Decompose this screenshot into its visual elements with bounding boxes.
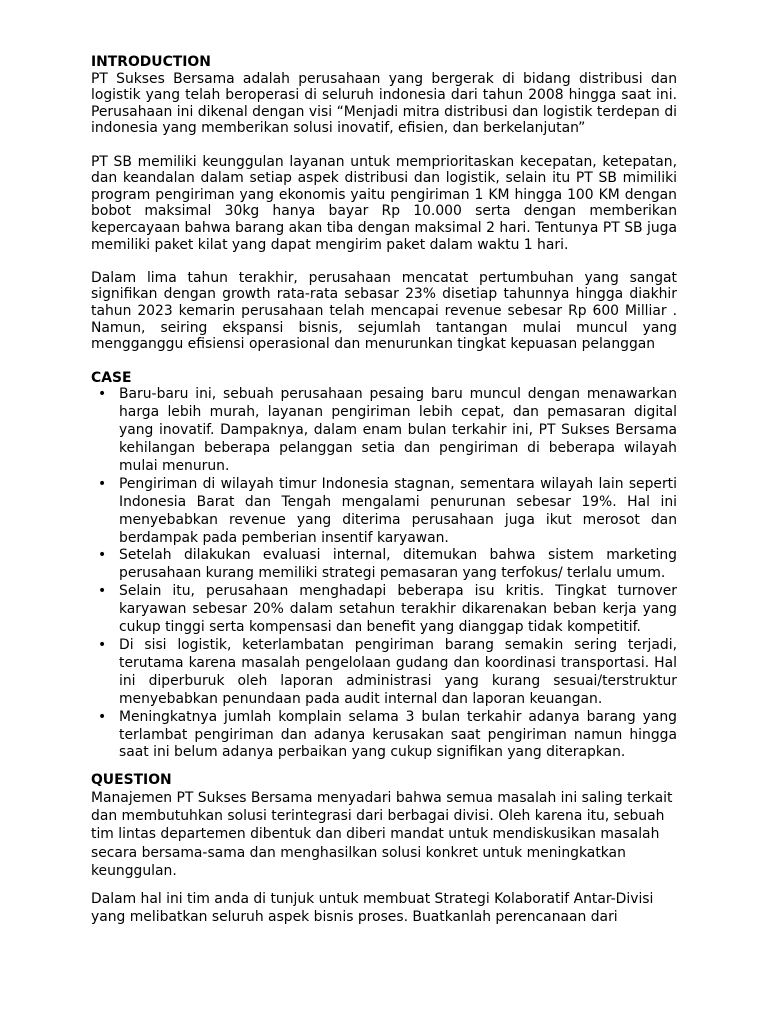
bullet-icon: • [98, 636, 107, 653]
case-item-text: Meningkatnya jumlah komplain selama 3 bulan terkahir adanya barang yang terlambat pengiriman dan adanya kerusakan saat pengiriman namun hingga saat ini belum adanya perbaikan yang cukup signifikan yang diterapkan. [119, 708, 677, 761]
introduction-paragraph-3: Dalam lima tahun terakhir, perusahaan mencatat pertumbuhan yang sangat signifikan dengan growth rata-rata sebasar 23% disetiap tahunnya hingga diakhir tahun 2023 kemarin perusahaan telah mencapai revenue sebesar Rp 600 Milliar . Namun, seiring ekspansi bisnis, sejumlah tantangan mulai muncul yang mengganggu efisiensi operasional dan menurunkan tingkat kepuasan pelanggan [91, 269, 677, 353]
bullet-icon: • [98, 386, 107, 403]
bullet-icon: • [98, 708, 107, 725]
case-list-item [91, 386, 677, 476]
case-list [91, 386, 677, 762]
bullet-icon: • [98, 475, 107, 492]
bullet-icon: • [98, 547, 107, 564]
case-heading: CASE [91, 369, 132, 386]
case-list-item [91, 476, 677, 548]
case-item-text: Pengiriman di wilayah timur Indonesia stagnan, sementara wilayah lain seperti Indonesia Barat dan Tengah mengalami penurunan sebesar 19%. Hal ini menyebabkan revenue yang diterima perusahaan juga ikut merosot dan berdampak pada pemberian insentif karyawan. [119, 475, 677, 546]
question-heading: QUESTION [91, 772, 172, 789]
case-item-text: Di sisi logistik, keterlambatan pengiriman barang semakin sering terjadi, terutama karena masalah pengelolaan gudang dan koordinasi transportasi. Hal ini diperburuk oleh laporan administrasi yang kurang sesuai/terstruktur menyebabkan penundaan pada audit internal dan laporan keuangan. [119, 636, 677, 707]
case-list-item [91, 583, 677, 637]
case-list-item [91, 709, 677, 763]
case-item-text: Setelah dilakukan evaluasi internal, ditemukan bahwa sistem marketing perusahaan kurang memiliki strategi pemasaran yang terfokus/ terlalu umum. [119, 547, 677, 582]
case-item-text: Baru-baru ini, sebuah perusahaan pesaing baru muncul dengan menawarkan harga lebih murah, layanan pengiriman lebih cepat, dan pemasaran digital yang inovatif. Dampaknya, dalam enam bulan terkahir ini, PT Sukses Bersama kehilangan beberapa pelanggan setia dan pengiriman di beberapa wilayah mulai menurun. [119, 386, 677, 474]
document-body [91, 54, 677, 926]
introduction-paragraph-1: PT Sukses Bersama adalah perusahaan yang bergerak di bidang distribusi dan logistik yang telah beroperasi di seluruh indonesia dari tahun 2008 hingga saat ini. Perusahaan ini dikenal dengan visi “Menjadi mitra distribusi dan logistik terdepan di indonesia yang memberikan solusi inovatif, efisien, dan berkelanjutan” [91, 70, 677, 137]
question-paragraph-1: Manajemen PT Sukses Bersama menyadari bahwa semua masalah ini saling terkait dan membutuhkan solusi terintegrasi dari berbagai divisi. Oleh karena itu, sebuah tim lintas departemen dibentuk dan diberi mandat untuk mendiskusikan masalah secara bersama-sama dan menghasilkan solusi konkret untuk meningkatkan keunggulan. [91, 789, 673, 879]
bullet-icon: • [98, 583, 107, 600]
question-paragraph-2: Dalam hal ini tim anda di tunjuk untuk membuat Strategi Kolaboratif Antar-Divisi yang melibatkan seluruh aspek bisnis proses. Buatkanlah perencanaan dari [91, 890, 654, 926]
case-item-text: Selain itu, perusahaan menghadapi beberapa isu kritis. Tingkat turnover karyawan sebesar 20% dalam setahun terakhir dikarenakan beban kerja yang cukup tinggi serta kompensasi dan benefit yang dianggap tidak kompetitif. [119, 583, 677, 636]
case-list-item [91, 637, 677, 709]
case-list-item [91, 547, 677, 583]
introduction-paragraph-2: PT SB memiliki keunggulan layanan untuk memprioritaskan kecepatan, ketepatan, dan keandalan dalam setiap aspek distribusi dan logistik, selain itu PT SB mimiliki program pengiriman yang ekonomis yaitu pengiriman 1 KM hingga 100 KM dengan bobot maksimal 30kg hanya bayar Rp 10.000 serta dengan memberikan kepercayaan bahwa barang akan tiba dengan maksimal 2 hari. Tentunya PT SB juga memiliki paket kilat yang dapat mengirim paket dalam waktu 1 hari. [91, 153, 677, 253]
introduction-heading: INTRODUCTION [91, 54, 211, 70]
